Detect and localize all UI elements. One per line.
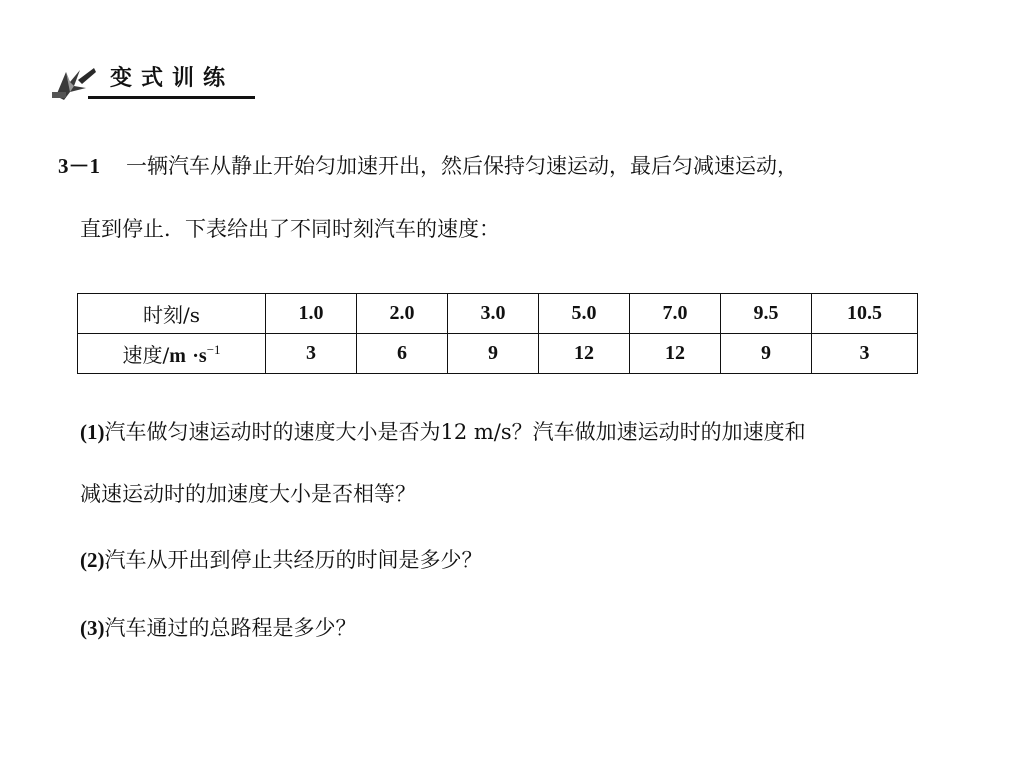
speed-cell: 12 [539,334,630,374]
question-3-text: 汽车通过的总路程是多少？ [104,616,357,640]
star-pencil-icon [52,66,96,100]
table-row-time [78,294,918,334]
time-cell: 3.0 [448,294,539,334]
problem-line-2 [80,215,500,243]
time-cell: 9.5 [721,294,812,334]
row-label-speed [78,334,266,374]
problem-number: 3－1 [58,154,100,178]
question-1-line-1 [80,418,806,446]
question-1-text-2: 减速运动时的加速度大小是否相等？ [80,482,416,506]
speed-unit-s: s [198,345,207,367]
section-header [52,60,257,102]
speed-label-prefix: 速度/ [122,343,170,367]
question-1-line-2 [80,480,416,508]
time-cell: 2.0 [357,294,448,334]
time-cell: 7.0 [630,294,721,334]
question-3 [80,614,357,642]
speed-cell: 12 [630,334,721,374]
speed-cell: 6 [357,334,448,374]
speed-cell: 9 [721,334,812,374]
row-label-time: 时刻/s [78,294,266,334]
time-cell: 1.0 [266,294,357,334]
time-cell: 5.0 [539,294,630,334]
question-3-number: (3) [80,616,105,640]
problem-intro-1: 一辆汽车从静止开始匀加速开出，然后保持匀速运动，最后匀减速运动， [126,154,798,178]
time-cell: 10.5 [812,294,918,334]
problem-intro-2: 直到停止．下表给出了不同时刻汽车的速度： [80,217,500,241]
speed-cell: 9 [448,334,539,374]
header-underline [88,96,255,99]
speed-cell: 3 [266,334,357,374]
question-2-number: (2) [80,548,105,572]
data-table [77,293,918,374]
speed-unit-m: m [169,345,186,367]
speed-unit-dot: · [192,345,199,367]
section-title: 变式训练 [110,66,235,91]
question-1-text-1: 汽车做匀速运动时的速度大小是否为12 m/s？汽车做加速运动时的加速度和 [104,420,806,444]
speed-unit-exp: −1 [206,342,221,357]
question-2-text: 汽车从开出到停止共经历的时间是多少？ [104,548,483,572]
problem-line-1 [58,152,798,180]
question-1-number: (1) [80,420,105,444]
table-row-speed [78,334,918,374]
question-2 [80,546,483,574]
speed-cell: 3 [812,334,918,374]
